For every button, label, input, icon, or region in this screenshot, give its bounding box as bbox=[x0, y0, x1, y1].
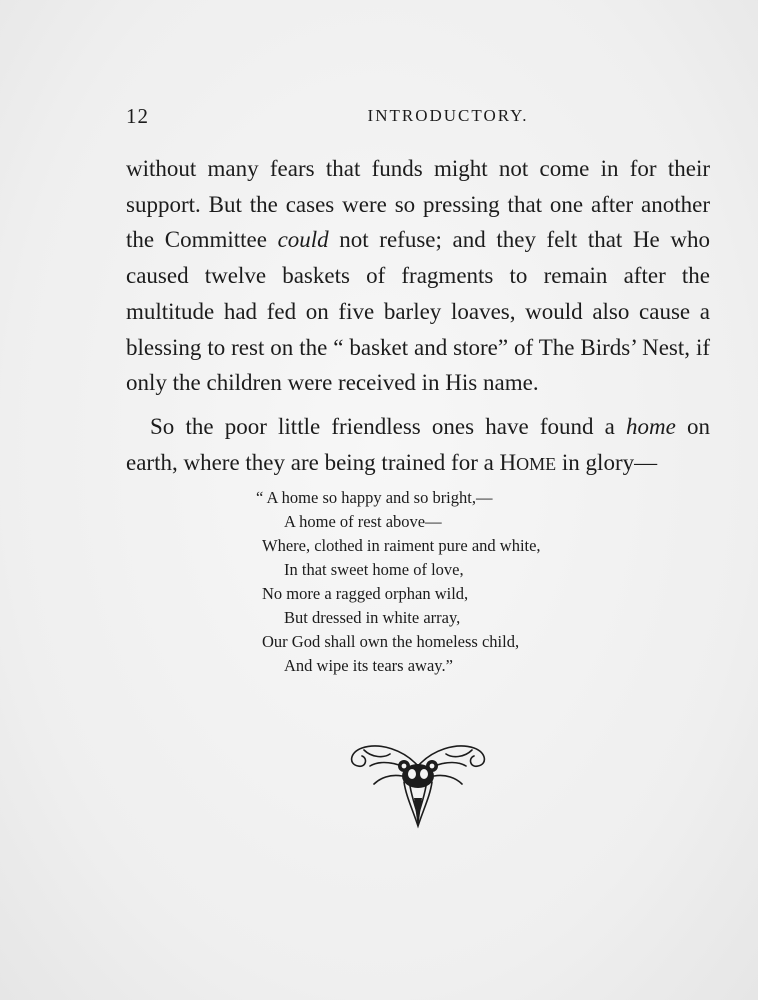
paragraph-2-text-b: on earth, where they are being trained for a H bbox=[126, 413, 711, 475]
poem-line: Where, clothed in raiment pure and white, bbox=[262, 536, 541, 555]
paragraph-2-small-caps: OME bbox=[516, 453, 557, 474]
floral-tailpiece-icon bbox=[344, 736, 492, 832]
paragraph-2-emphasis: home bbox=[626, 413, 676, 439]
page-header bbox=[126, 104, 710, 134]
poem-line: But dressed in white array, bbox=[284, 608, 461, 627]
running-head: INTRODUCTORY. bbox=[367, 106, 529, 125]
paragraph-1-text-a: without many fears that funds might not come in for their support. But the cases were so pressing that one after another the Committee bbox=[126, 156, 710, 253]
poem-line: No more a ragged orphan wild, bbox=[262, 584, 469, 603]
paragraph-2-text-a: So the poor little friendless ones have found a bbox=[150, 413, 627, 439]
paragraph-2 bbox=[126, 409, 710, 482]
poem-line: In that sweet home of love, bbox=[284, 560, 464, 579]
page-number: 12 bbox=[126, 104, 149, 128]
poem-line: A home of rest above— bbox=[284, 512, 442, 531]
poem-line: “ A home so happy and so bright,— bbox=[256, 488, 493, 507]
paragraph-1-emphasis: could bbox=[277, 227, 329, 253]
poem-line: And wipe its tears away.” bbox=[284, 656, 453, 675]
body-text bbox=[126, 151, 710, 482]
poem-line: Our God shall own the homeless child, bbox=[262, 632, 520, 651]
paragraph-1 bbox=[126, 151, 710, 401]
paragraph-2-text-c: in glory— bbox=[556, 449, 658, 475]
paragraph-1-text-b: not refuse; and they felt that He who caused twelve baskets of fragments to remain after the multitude had fed on five barley loaves, would also cause a blessing to rest on the “ basket and store” of The Birds’ Nest, if only the children were received in His name. bbox=[126, 227, 710, 396]
poem-quotation bbox=[256, 486, 642, 678]
